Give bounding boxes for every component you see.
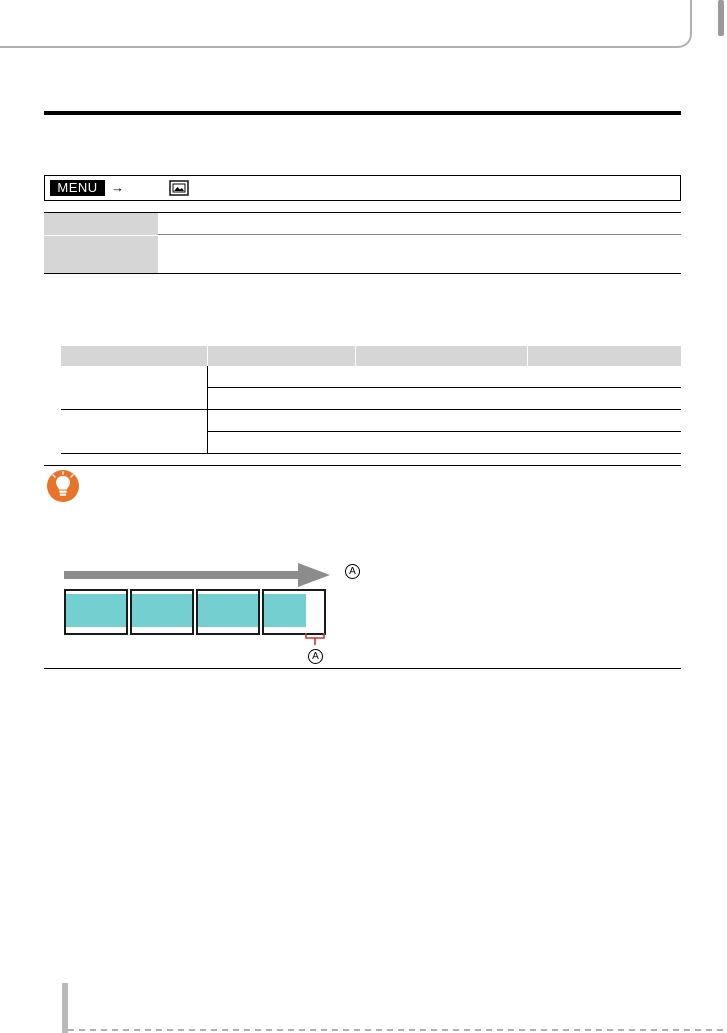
table-header-cell (355, 346, 527, 366)
table-group-label (61, 366, 207, 410)
frame-fill (132, 594, 192, 627)
frame-fill (198, 594, 258, 627)
table-header-cell (61, 346, 207, 366)
panorama-frame (64, 589, 128, 635)
menu-button-badge: MENU (50, 180, 105, 196)
unrecorded-area-bracket (305, 632, 325, 646)
table-cell (527, 388, 681, 410)
bracket-callout-label: A (308, 649, 323, 664)
table-header-cell (527, 346, 681, 366)
table-cell (355, 366, 527, 388)
arrow-callout-label: A (345, 564, 360, 579)
frame-fill-partial (264, 594, 306, 627)
tip-section-bottom-rule (44, 668, 681, 669)
table-cell (527, 366, 681, 388)
settings-row-2-label (44, 236, 158, 273)
table-row (61, 410, 681, 432)
page-header-frame (0, 0, 692, 48)
section-title-rule (44, 111, 681, 115)
tip-section-top-rule (44, 465, 681, 466)
settings-table-row-divider (158, 234, 681, 235)
menu-path-bar (44, 175, 681, 201)
table-cell (207, 432, 355, 454)
table-row (61, 366, 681, 388)
table-cell (527, 432, 681, 454)
settings-row-1-label (44, 213, 158, 235)
picture-size-table (61, 346, 682, 454)
table-header-row (61, 346, 681, 366)
page-edge-tab (718, 0, 724, 36)
table-cell (527, 410, 681, 432)
table-cell (207, 388, 355, 410)
lightbulb-tip-icon (46, 469, 80, 503)
table-cell (207, 366, 355, 388)
frame-fill (66, 594, 126, 627)
table-cell (355, 410, 527, 432)
panorama-frame (196, 589, 260, 635)
pan-direction-arrow (64, 562, 334, 588)
table-header-cell (207, 346, 355, 366)
table-cell (355, 432, 527, 454)
table-group-label (61, 410, 207, 454)
table-cell (355, 388, 527, 410)
table-cell (207, 410, 355, 432)
page-footer-dotted-line (68, 1029, 727, 1031)
panorama-frame (130, 589, 194, 635)
panorama-mode-icon (169, 180, 189, 196)
settings-table-bottom-rule (44, 273, 681, 274)
menu-path-arrow: → (111, 180, 124, 195)
page-footer-bar (62, 983, 68, 1033)
panorama-frame-last (262, 589, 326, 635)
